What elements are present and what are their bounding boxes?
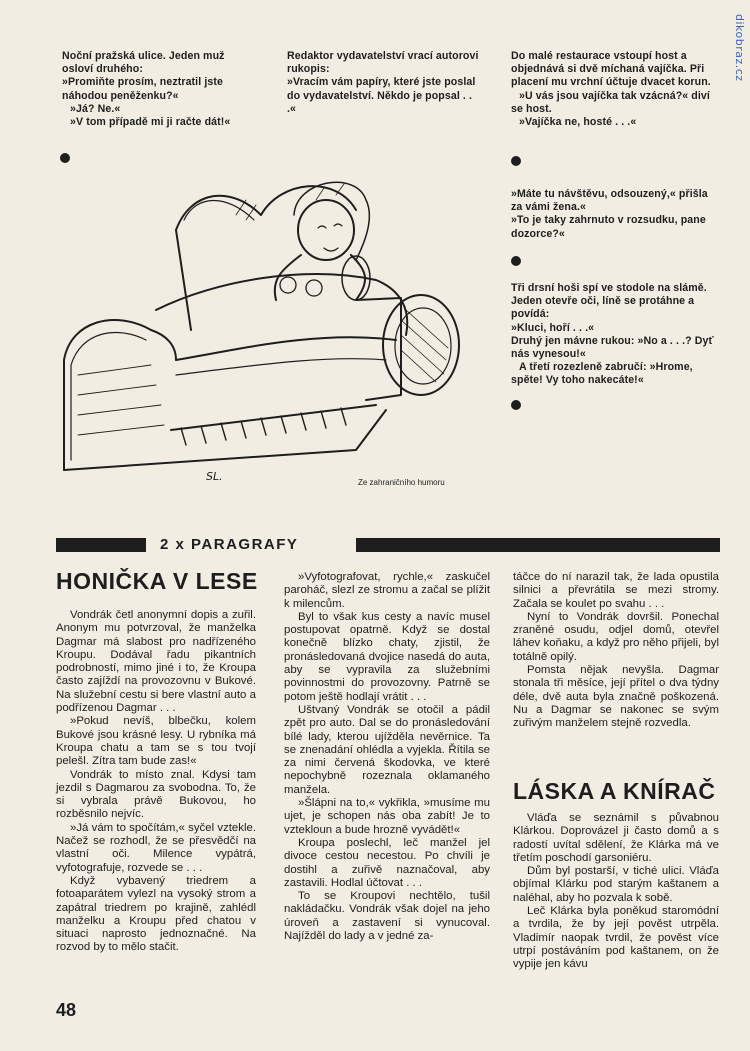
section-bar-right (356, 538, 720, 552)
separator-bullet (511, 156, 521, 166)
paragraph: Leč Klárka byla poněkud staromódní a tvrdila, že by její pověst utrpěla. Vladimír naopak tvrdil, že pověst více utrpí postáváním pod kaštanem, on že vypije jen kávu (513, 905, 719, 971)
section-bar-left (56, 538, 146, 552)
paragraph: Kroupa poslechl, leč manžel jel divoce cestou necestou. Po chvíli je dostihl a zuřivě naznačoval, aby zastavili. Hodlal účtovat . . . (284, 836, 490, 889)
page-number: 48 (56, 1000, 77, 1020)
paragraph: Vondrák četl anonymní dopis a zuřil. Anonym mu potvrzoval, že manželka Dagmar má slabost pro nadřízeného Kroupu. Dodával řadu pikantních podrobností, mimo jiné i to, že Kroupa často zajíždí na provozovnu v Bukové. Na služební cestu si bere vlastní auto a podřízenou Dagmar . . . (56, 609, 256, 715)
joke-5 (511, 282, 715, 388)
site-watermark: dikobraz.cz (733, 14, 746, 82)
article-column-1 (56, 609, 256, 955)
paragraph: táčce do ní narazil tak, že lada opustila silnici a převrátila se mezi stromy. Začala se koulet po svahu . . . (513, 571, 719, 610)
joke-line: Druhý jen mávne rukou: »No a . . .? Dyť nás vynesou!« (511, 334, 714, 361)
paragraph: »Já vám to spočítám,« syčel vztekle. Načež se rozhodl, že se přesvědčí na vlastní oči. Milence vypátrá, vyfotografuje, rozvede se . . . (56, 821, 256, 874)
paragraph: Vláďa se seznámil s půvabnou Klárkou. Doprovázel ji často domů a s radostí uvítal sdělení, že Klárka má ve třetím poschodí garsoniéru. (513, 812, 719, 864)
paragraph: Byl to však kus cesty a navíc musel postupovat opatrně. Když se dostal konečně blízko chaty, zjistil, že pronásledovaná dvojice nasedá do auta, aby se vypravila za služebními povinnostmi do provozovny. Patrně se potom ještě hodlají vrátit . . . (284, 610, 490, 703)
article-column-3b (513, 812, 719, 972)
joke-line: Do malé restaurace vstoupí host a objednává si dvě míchaná vajíčka. Při placení mu vrchní účtuje dvacet korun. (511, 50, 711, 89)
joke-line: Noční pražská ulice. Jeden muž osloví druhého: (62, 50, 225, 76)
joke-line: »Promiňte prosím, neztratil jste náhodou peněženku?« (62, 76, 223, 102)
paragraph: Pomsta nějak nevyšla. Dagmar stonala tři měsíce, její přítel o dva týdny déle, dvě auta byla značně poškozená. Nu a Dagmar se nakonec se svým zuřivým manželem stejně rozvedla. (513, 664, 719, 730)
cartoon-signature: SL. (206, 470, 223, 483)
joke-line: Redaktor vydavatelství vrací autorovi rukopis: (287, 50, 479, 76)
section-title: 2 x PARAGRAFY (160, 536, 299, 553)
joke-line: »V tom případě mi ji račte dát!« (70, 116, 231, 129)
paragraph: »Pokud nevíš, blbečku, kolem Bukové jsou krásné lesy. U rybníka má Kroupa chatu a tam se s tou tvojí pelešl. Zítra tam bude zas!« (56, 715, 256, 768)
paragraph: »Vyfotografovat, rychle,« zaskučel paroháč, slezl ze stromu a začal se plížit k milencům. (284, 571, 490, 610)
cartoon-illustration (56, 160, 486, 490)
article-column-3 (513, 571, 719, 731)
joke-line: A třetí rozezleně zabručí: »Hrome, spěte! Vy toho nakecáte!« (511, 361, 693, 387)
joke-line: »Já? Ne.« (70, 102, 121, 115)
paragraph: Když vybavený triedrem a fotoaparátem vylezl na vysoký strom a zapátral triedrem po krajině, zahlédl manželku a Kroupu před chatou v situaci naprosto jednoznačné. Na rozvod by to mělo stačit. (56, 874, 256, 954)
paragraph: »Šlápni na to,« vykřikla, »musíme mu ujet, je schopen nás oba zabít! Je to vztekloun a bude hrozně vyvádět!« (284, 797, 490, 836)
paragraph: Vondrák to místo znal. Kdysi tam jezdil s Dagmarou za svobodna. To, že si vybrala právě Bukovou, ho rozběsnilo nejvíc. (56, 768, 256, 821)
story-title: LÁSKA A KNÍRAČ (513, 778, 716, 804)
joke-line: »Vajíčka ne, hosté . . .« (519, 116, 637, 129)
story-title: HONIČKA V LESE (56, 568, 258, 594)
joke-line: »Kluci, hoří . . .« (511, 321, 595, 334)
paragraph: Uštvaný Vondrák se otočil a pádil zpět pro auto. Dal se do pronásledování bílé lady, kterou ujížděla nevěrnice. Ta se znenadání ohlédla a vyjekla. Řítila se za nimi červená škodovka, ve které nepochybně rozeznala oklamaného manžela. (284, 703, 490, 796)
joke-line: »To je taky zahrnuto v rozsudku, pane dozorce?« (511, 214, 706, 240)
paragraph: To se Kroupovi nechtělo, tušil nakládačku. Vondrák však dojel na jeho úroveň a zastavení si vynucoval. Najížděl do lady a v jedné za- (284, 890, 490, 943)
joke-3 (511, 50, 711, 129)
separator-bullet (511, 400, 521, 410)
cartoon-caption: Ze zahraničního humoru (358, 478, 445, 487)
article-column-2 (284, 571, 490, 943)
joke-line: »U vás jsou vajíčka tak vzácná?« diví se host. (511, 89, 710, 115)
joke-line: »Máte tu návštěvu, odsouzený,« přišla za vámi žena.« (511, 188, 708, 214)
joke-line: »Vracím vám papíry, které jste poslal do vydavatelství. Někdo je popsal . . .« (287, 76, 476, 115)
joke-4 (511, 188, 711, 241)
joke-line: Tři drsní hoši spí ve stodole na slámě. Jeden otevře oči, líně se protáhne a povídá: (511, 282, 707, 321)
paragraph: Nyní to Vondrák dovršil. Ponechal zraněné osudu, odjel domů, otevřel láhev koňaku, a když pro něho přijeli, byl totálně opilý. (513, 610, 719, 663)
separator-bullet (511, 256, 521, 266)
paragraph: Dům byl postarší, v tiché ulici. Vláďa objímal Klárku pod starým kaštanem a naléhal, aby ho pozvala k sobě. (513, 865, 719, 904)
joke-2 (287, 50, 481, 116)
joke-1 (62, 50, 254, 129)
